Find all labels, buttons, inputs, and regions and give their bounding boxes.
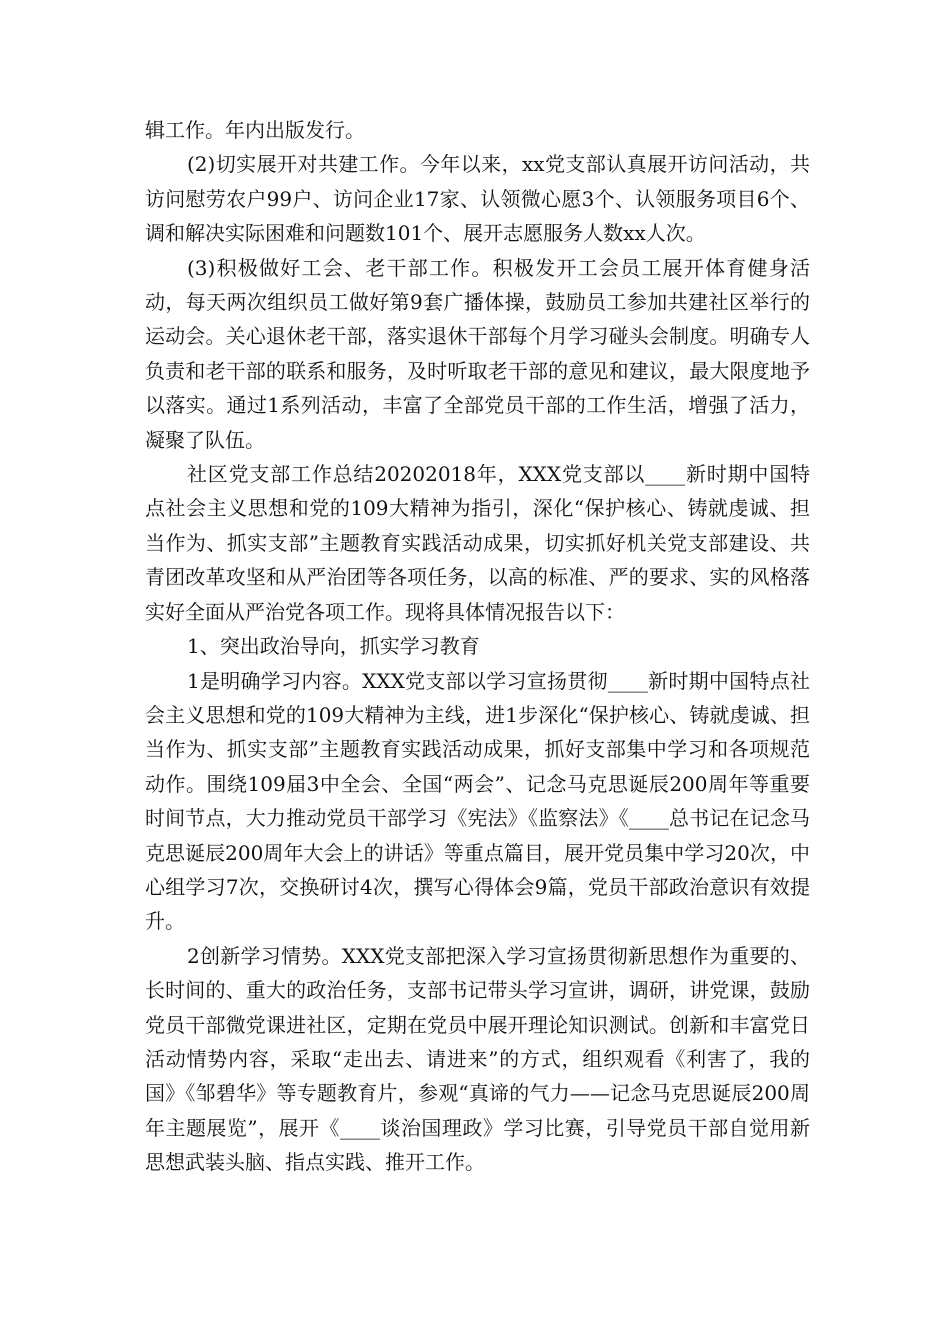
paragraph: 社区党支部工作总结20202018年，XXX党支部以____新时期中国特点社会主义思想和党的109大精神为指引，深化“保护核心、铸就虔诚、担当作为、抓实支部”主题教育实践活动成果，切实抓好机关党支部建设、共青团改革攻坚和从严治团等各项任务，以高的标准、严的要求、实的风格落实好全面从严治党各项工作。现将具体情况报告以下： [145, 462, 810, 624]
paragraph: (2)切实展开对共建工作。今年以来，xx党支部认真展开访问活动，共访问慰劳农户99户、访问企业17家、认领微心愿3个、认领服务项目6个、调和解决实际困难和问题数101个、展开志愿服务人数xx人次。 [145, 152, 810, 246]
document-body [145, 113, 810, 1180]
paragraph: (3)积极做好工会、老干部工作。积极发开工会员工展开体育健身活动，每天两次组织员工做好第9套广播体操，鼓励员工参加共建社区举行的运动会。关心退休老干部，落实退休干部每个月学习碰头会制度。明确专人负责和老干部的联系和服务，及时听取老干部的意见和建议，最大限度地予以落实。通过1系列活动，丰富了全部党员干部的工作生活，增强了活力，凝聚了队伍。 [145, 255, 810, 452]
section-heading: 1、突出政治导向，抓实学习教育 [187, 634, 480, 659]
paragraph: 1是明确学习内容。XXX党支部以学习宣扬贯彻____新时期中国特点社会主义思想和党的109大精神为主线，进1步深化“保护核心、铸就虔诚、担当作为、抓实支部”主题教育实践活动成果，抓好支部集中学习和各项规范动作。围绕109届3中全会、全国“两会”、记念马克思诞辰200周年等重要时间节点，大力推动党员干部学习《宪法》《监察法》《____总书记在记念马克思诞辰200周年大会上的讲话》等重点篇目，展开党员集中学习20次，中心组学习7次，交换研讨4次，撰写心得体会9篇，党员干部政治意识有效提升。 [145, 668, 810, 934]
paragraph: 2创新学习情势。XXX党支部把深入学习宣扬贯彻新思想作为重要的、长时间的、重大的政治任务，支部书记带头学习宣讲，调研，讲党课，鼓励党员干部微党课进社区，定期在党员中展开理论知识测试。创新和丰富党日活动情势内容，采取“走出去、请进来”的方式，组织观看《利害了，我的国》《邹碧华》等专题教育片，参观“真谛的气力——记念马克思诞辰200周年主题展览”，展开《____谈治国理政》学习比赛，引导党员干部自觉用新思想武装头脑、指点实践、推开工作。 [145, 943, 810, 1175]
paragraph: 辑工作。年内出版发行。 [145, 118, 365, 142]
